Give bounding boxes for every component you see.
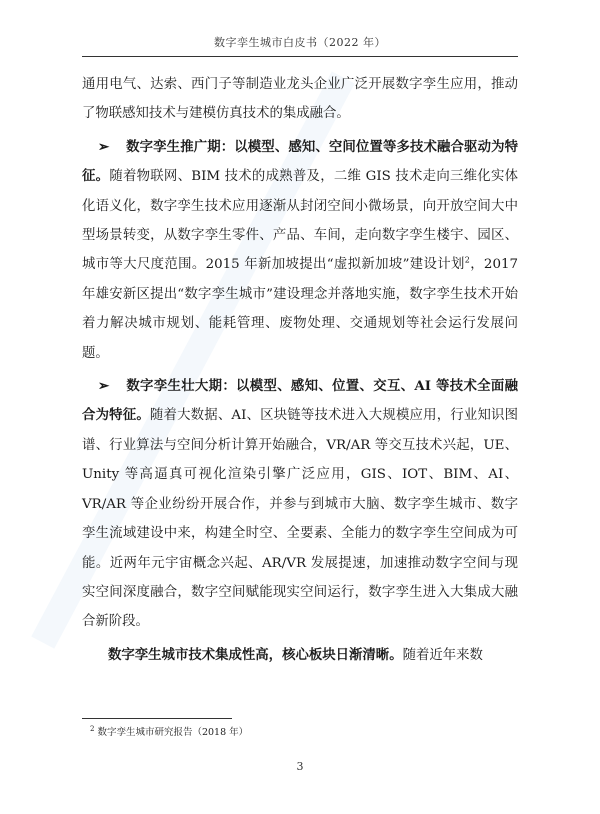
bullet-paragraph-promotion bbox=[82, 133, 518, 368]
bullet-text-promotion-a: 随着物联网、BIM 技术的成熟普及，二维 GIS 技术走向三维化实体化语义化，数字孪生技术应用逐渐从封闭空间小微场景，向开放空间大中型场景转变，从数字孪生零件、产品、车间，走向数字孪生楼宇、园区、城市等大尺度范围。2015 年新加坡提出“虚拟新加坡”建设计划 bbox=[82, 169, 518, 273]
bullet-title-growth: 数字孪生壮大期：以模型、感知、位置、交互、AI 等技术全面融合为特征。 bbox=[82, 378, 518, 424]
footnote-ref: 2 bbox=[464, 255, 470, 265]
footnote-text: 数字孪生城市研究报告（2018 年） bbox=[97, 727, 249, 738]
bullet-text-promotion-b: ，2017 年雄安新区提出“数字孪生城市”建设理念并落地实施，数字孪生技术开始着力解决城市规划、能耗管理、废物处理、交通规划等社会运行发展问题。 bbox=[82, 257, 519, 361]
bullet-arrow-icon: ➢ bbox=[98, 138, 110, 155]
body-text bbox=[82, 70, 518, 670]
bullet-title-promotion: 数字孪生推广期：以模型、感知、空间位置等多技术融合驱动为特征。 bbox=[82, 138, 518, 185]
bullet-arrow-icon: ➢ bbox=[98, 378, 110, 395]
footnote bbox=[90, 724, 248, 738]
page-header: 数字孪生城市白皮书（2022 年） bbox=[214, 36, 386, 49]
bullet-paragraph-growth bbox=[82, 372, 518, 637]
footnote-rule bbox=[82, 718, 232, 719]
paragraph-intro: 通用电气、达索、西门子等制造业龙头企业广泛开展数字孪生应用，推动了物联感知技术与建模仿真技术的集成融合。 bbox=[82, 77, 518, 122]
footnote-number: 2 bbox=[90, 724, 95, 733]
bullet-text-growth: 随着大数据、AI、区块链等技术进入大规模应用，行业知识图谱、行业算法与空间分析计算开始融合，VR/AR 等交互技术兴起，UE、Unity 等高逼真可视化渲染引擎广泛应用，GIS、IOT、BIM、AI、VR/AR 等企业纷纷开展合作，并参与到城市大脑、数字孪生城市、数字孪生流域建设中来，构建全时空、全要素、全能力的数字孪生空间成为可能。近两年元宇宙概念兴起、AR/VR 发展提速，加速推动数字空间与现实空间深度融合，数字空间赋能现实空间运行，数字孪生进入大集成大融合新阶段。 bbox=[82, 408, 519, 630]
closing-text: 随着近年来数 bbox=[402, 647, 483, 663]
header-rule bbox=[82, 56, 518, 57]
page-number: 3 bbox=[296, 760, 304, 773]
closing-title: 数字孪生城市技术集成性高，核心板块日渐清晰。 bbox=[108, 646, 403, 663]
paragraph-closing bbox=[82, 641, 518, 670]
